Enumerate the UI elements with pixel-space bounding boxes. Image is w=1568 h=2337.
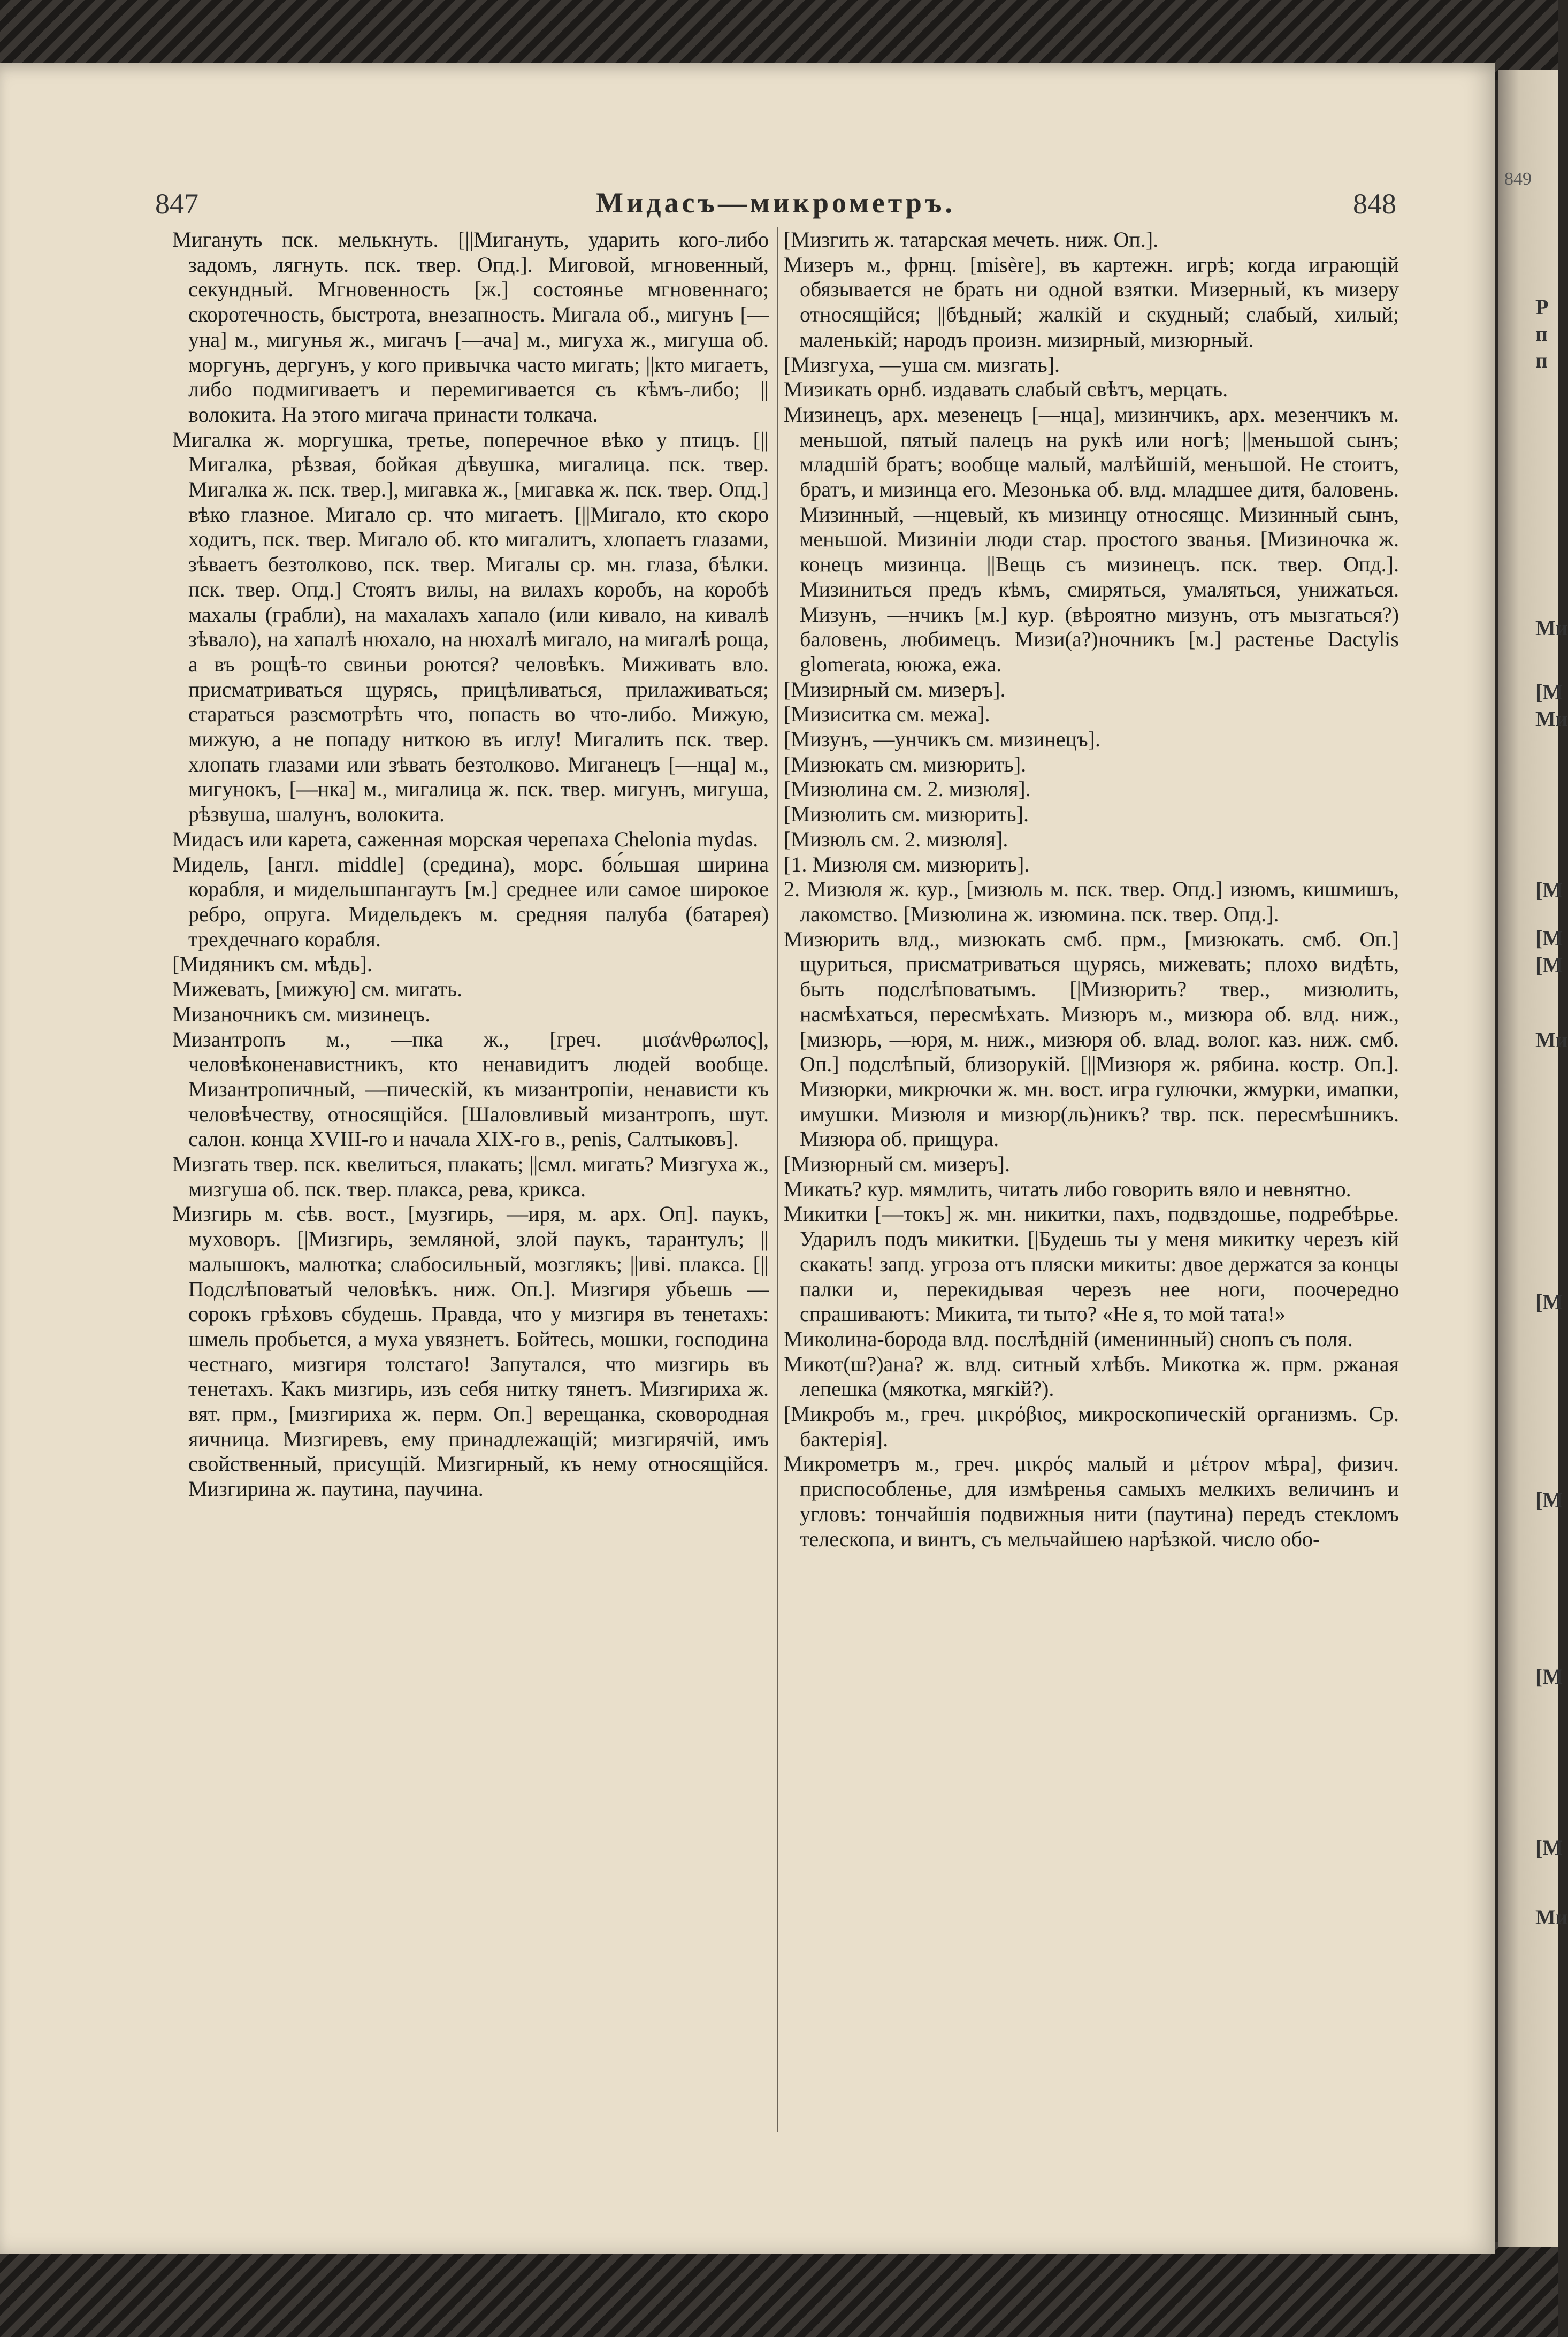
- dictionary-entry: Миколина-борода влд. послѣдній (именинный) снопъ съ поля.: [784, 1326, 1353, 1351]
- next-page-fragment: [М: [1535, 1488, 1563, 1512]
- next-page-fragment: п: [1535, 348, 1548, 372]
- dictionary-entry: [Мизгуха, —уша см. мизгать].: [784, 352, 1060, 377]
- dictionary-entry: Мизантропъ м., —пка ж., [греч. μισάνθρωπος], человѣконенавистникъ, кто ненавидитъ людей вообще. Мизантропичный, —пическій, къ мизантропіи, ненависти къ человѣчеству, относящійся. [Шаловливый мизантропъ, шут. салон. конца XVIII-го и начала XIX-го в., penis, Салтыковъ].: [172, 1027, 769, 1151]
- dictionary-entry: Мизгать твер. пск. квелиться, плакать; ||смл. мигать? Мизгуха ж., мизгуша об. пск. твер. плакса, рева, крикса.: [172, 1152, 769, 1201]
- next-page-number: 849: [1504, 169, 1532, 189]
- next-page-fragment: Р: [1535, 295, 1549, 319]
- next-page-fragment: [М: [1535, 1290, 1563, 1314]
- next-page-fragment: Ми: [1535, 616, 1568, 640]
- dictionary-entry: Микитки [—токъ] ж. мн. никитки, пахъ, подвздошье, подребѣрье. Ударилъ подъ микитки. [|Будешь ты у меня микитку черезъ кій скакать! запд. угроза отъ пляски микиты: двое держатся за концы палки и, перекидывая черезъ нее ноги, поочередно спрашиваютъ: Микита, ти тыто? «Не я, то мой тата!»: [784, 1202, 1399, 1326]
- bottom-background-stripes: [0, 2242, 1558, 2337]
- dictionary-entry: [Мизунъ, —унчикъ см. мизинецъ].: [784, 727, 1100, 752]
- dictionary-entry: Мигалка ж. моргушка, третье, поперечное вѣко у птицъ. [||Мигалка, рѣзвая, бойкая дѣвушка, мигалица. пск. твер. Мигалка ж. пск. твер.], мигавка ж., [мигавка ж. пск. твер. Опд.] вѣко глазное. Мигало ср. что мигаетъ. [||Мигало, кто скоро ходитъ, пск. твер. Мигало об. кто мигалитъ, хлопаетъ глазами, зѣваетъ безтолково, пск. твер. Мигалы ср. мн. глаза, бѣлки. пск. твер. Опд.] Стоятъ вилы, на вилахъ коробъ, на коробѣ махалы (грабли), на махалахъ хапало (или кивало, на кивалѣ зѣвало), на хапалѣ нюхало, на нюхалѣ мигало, на мигалѣ роща, а въ рощѣ-то свиньи роются? человѣкъ. Миживать вло. присматриваться щурясь, прицѣливаться, прилаживаться; стараться разсмотрѣть что, попасть во что-либо. Мижую, мижую, а не попаду ниткою въ иглу! Мигалить пск. твер. хлопать глазами или зѣвать безтолково. Миганецъ [—нца] м., мигунокъ, [—нка] м., мигалица ж. пск. твер. мигунъ, мигуша, рѣзвуша, шалунъ, волокита.: [172, 427, 769, 827]
- right-page-number: 848: [1353, 188, 1396, 220]
- next-page-fragment: [М: [1535, 1836, 1563, 1860]
- dictionary-entry: Мизюрить влд., мизюкать смб. прм., [мизюкать. смб. Оп.] щуриться, присматриваться щурясь, мижевать; плохо видѣть, быть подслѣповатымъ. [|Мизюрить? твер., мизюлить, насмѣхаться, пересмѣхать. Мизюръ м., мизюра об. влд. ниж., [мизюрь, —юря, м. ниж., мизюря об. влад. волог. каз. ниж. смб. Оп.] подслѣпый, близорукій. [||Мизюря ж. рябина. костр. Оп.]. Мизюрки, микрючки ж. мн. вост. игра гулючки, жмурки, имапки, имушки. Мизюля и мизюр(ль)никъ? твр. пск. пересмѣшникъ. Мизюра об. прищура.: [784, 927, 1399, 1151]
- next-page-fragment: Ми: [1535, 707, 1568, 731]
- left-column: [172, 227, 769, 1502]
- dictionary-entry: Мизикать орнб. издавать слабый свѣтъ, мерцать.: [784, 377, 1228, 402]
- dictionary-entry: 2. Мизюля ж. кур., [мизюль м. пск. твер. Опд.] изюмъ, кишмишъ, лакомство. [Мизюлина ж. изюмина. пск. твер. Опд.].: [784, 877, 1399, 926]
- dictionary-entry: [Мизюлить см. мизюрить].: [784, 802, 1029, 827]
- dictionary-entry: Мижевать, [мижую] см. мигать.: [172, 977, 463, 1002]
- dictionary-entry: Микрометръ м., греч. μικρός малый и μέτρον мѣра], физич. приспособленье, для измѣренья самыхъ мелкихъ величинъ и угловъ: тончайшія подвижныя нити (паутина) передъ стекломъ телескопа, и винтъ, съ мельчайшею нарѣзкой. число обо-: [784, 1452, 1399, 1551]
- dictionary-entry: [Мизюрный см. мизеръ].: [784, 1152, 1011, 1177]
- dictionary-entry: Мизаночникъ см. мизинецъ.: [172, 1002, 431, 1026]
- dictionary-entry: Мигануть пск. мелькнуть. [||Мигануть, ударить кого-либо задомъ, лягнуть. пск. твер. Опд.]. Миговой, мгновенный, секундный. Мгновенность [ж.] состоянье мгновеннаго; скоротечность, быстрота, внезапность. Мигала об., мигунъ [—уна] м., мигунья ж., мигачъ [—ача] м., мигуха ж., мигуша об. моргунъ, дергунъ, у кого привычка часто мигать; ||кто мигаетъ, либо подмигиваетъ и перемигивается съ кѣмъ-либо; || волокита. На этого мигача принасти толкача.: [172, 227, 769, 426]
- dictionary-entry: [Мидяникъ см. мѣдь].: [172, 952, 372, 976]
- running-header: [155, 182, 1396, 225]
- left-page-number: 847: [155, 188, 198, 220]
- next-page-fragment: [М: [1535, 878, 1563, 902]
- next-page-fragment: Ми: [1535, 1905, 1568, 1929]
- dictionary-entry: [Мизиситка см. межа].: [784, 702, 990, 727]
- dictionary-entry: Мизгирь м. сѣв. вост., [музгирь, —иря, м. арх. Оп]. паукъ, муховоръ. [|Мизгирь, земляной, злой паукъ, тарантулъ; ||малышокъ, малютка; слабосильный, мозглякъ; ||иві. плакса. [||Подслѣповатый человѣкъ. ниж. Оп.]. Мизгиря убьешь — сорокъ грѣховъ сбудешь. Правда, что у мизгиря въ тенетахъ: шмель пробьется, а муха увязнетъ. Бойтесь, мошки, господина честнаго, мизгиря толстаго! Запутался, что мизгирь въ тенетахъ. Какъ мизгирь, изъ себя нитку тянетъ. Мизгириха ж. вят. прм., [мизгириха ж. перм. Оп.] верещанка, сковородная яичница. Мизгиревъ, ему принадлежащій; мизгирячій, имъ свойственный, присущій. Мизгирный, къ нему относящійся. Мизгирина ж. паутина, паучина.: [172, 1202, 769, 1501]
- right-column: [784, 227, 1399, 1552]
- dictionary-entry: [Мизюкать см. мизюрить].: [784, 752, 1027, 776]
- dictionary-entry: Мидель, [англ. middle] (средина), морс. бо́льшая ширина корабля, и мидельшпангаутъ [м.] среднее или самое широкое ребро, опруга. Мидельдекъ м. средняя палуба (батарея) трехдечнаго корабля.: [172, 852, 769, 951]
- dictionary-entry: [Мизирный см. мизеръ].: [784, 677, 1006, 701]
- next-page-fragment: [М: [1535, 926, 1563, 950]
- dictionary-entry: Микот(ш?)ана? ж. влд. ситный хлѣбъ. Микотка ж. прм. ржаная лепешка (мякотка, мягкій?).: [784, 1351, 1399, 1401]
- dictionary-entry: [Мизюлина см. 2. мизюля].: [784, 777, 1031, 801]
- next-page-fragment: [М: [1535, 680, 1563, 704]
- dictionary-entry: Мизинецъ, арх. мезенецъ [—нца], мизинчикъ, арх. мезенчикъ м. меньшой, пятый палецъ на рукѣ или ногѣ; ||меньшой сынъ; младшій братъ; вообще малый, малѣйшій, меньшой. Не стоитъ, братъ, и мизинца его. Мезонька об. влд. младшее дитя, баловень. Мизинный, —нцевый, къ мизинцу относящс. Мизинный сынъ, меньшой. Мизиніи люди стар. простого званья. [Мизиночка ж. конецъ мизинца. ||Вещь съ мизинецъ. пск. твер. Опд.]. Мизиниться предъ кѣмъ, смиряться, умаляться, унижаться. Мизунъ, —нчикъ [м.] кур. (вѣроятно мизунъ, отъ мызгаться?) баловень, любимецъ. Мизи(а?)ночникъ [м.] растенье Dactylis glomerata, ююжа, ежа.: [784, 402, 1399, 676]
- dictionary-entry: Мизеръ м., фрнц. [misère], въ картежн. игрѣ; когда играющій обязывается не брать ни одной взятки. Мизерный, къ мизеру относящійся; ||бѣдный; жалкій и скудный; слабый, хилый; маленькій; народъ произн. мизирный, мизюрный.: [784, 252, 1399, 352]
- next-page-fragment: п: [1535, 322, 1548, 346]
- next-page-fragment: Ми: [1535, 1028, 1568, 1052]
- next-page-fragment: [М: [1535, 953, 1563, 977]
- next-page-edge: [1498, 70, 1568, 2247]
- dictionary-entry: Мидасъ или карета, саженная морская черепаха Chelonia mydas.: [172, 827, 759, 851]
- dictionary-entry: [Мизгить ж. татарская мечеть. ниж. Оп.].: [784, 227, 1159, 251]
- dictionary-entry: [Мизюль см. 2. мизюля].: [784, 827, 1008, 851]
- dictionary-entry: Микать? кур. мямлить, читать либо говорить вяло и невнятно.: [784, 1177, 1351, 1201]
- next-page-fragment: [М: [1535, 1664, 1563, 1689]
- dictionary-entry: [1. Мизюля см. мизюрить].: [784, 852, 1030, 876]
- header-title: Мидасъ—микрометръ.: [596, 187, 955, 219]
- dictionary-entry: [Микробъ м., греч. μικρόβιος, микроскопическій организмъ. Ср. бактерія].: [784, 1402, 1399, 1451]
